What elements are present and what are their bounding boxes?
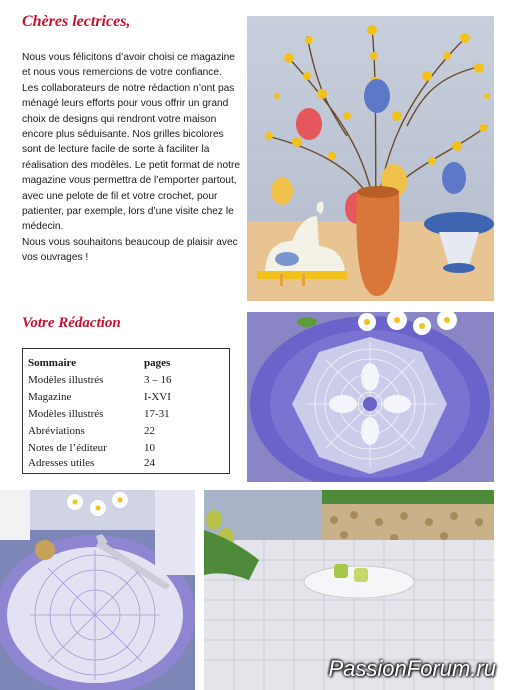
round-doily-photo xyxy=(247,312,494,482)
contents-row-pages: 3 – 16 xyxy=(144,374,172,386)
contents-header xyxy=(28,355,225,371)
contents-row xyxy=(28,455,225,471)
contents-row xyxy=(28,440,225,456)
contents-table xyxy=(22,348,230,474)
contents-row-label: Modèles illustrés xyxy=(28,408,104,420)
contents-row-label: Modèles illustrés xyxy=(28,374,104,386)
contents-header-pages: pages xyxy=(144,357,171,369)
contents-header-label: Sommaire xyxy=(28,357,77,369)
intro-paragraph: Nous vous félicitons d’avoir choisi ce magazine et nous vous remercions de votre confiance. xyxy=(22,52,235,79)
contents-row xyxy=(28,423,225,439)
contents-row-pages: 24 xyxy=(144,457,155,469)
contents-row xyxy=(28,389,225,405)
signature: Votre Rédaction xyxy=(22,315,121,331)
intro-text xyxy=(22,50,242,266)
watermark: PassionForum.ru xyxy=(328,656,496,681)
page-heading: Chères lectrices, xyxy=(22,13,131,30)
intro-paragraph: Les collaborateurs de notre rédaction n’ont pas ménagé leurs efforts pour vous offrir un grand choix de designs qui rendront votre maison encore plus séduisante. Nos grilles bicolores sont de lecture facile de sorte à faciliter la réalisation des modèles. Le petit format de notre magazine vous permettra de l’emporter partout, avec une pelote de fil et votre crochet, pour patienter, par exemple, lors d’une visite chez le médecin. xyxy=(22,82,241,233)
contents-row xyxy=(28,372,225,388)
contents-row xyxy=(28,406,225,422)
contents-row-pages: 17-31 xyxy=(144,408,170,420)
contents-row-label: Magazine xyxy=(28,391,72,403)
contents-row-label: Notes de l’éditeur xyxy=(28,442,107,454)
contents-row-pages: 22 xyxy=(144,425,155,437)
contents-row-pages: 10 xyxy=(144,442,155,454)
intro-paragraph: Nous vous souhaitons beaucoup de plaisir avec vos ouvrages ! xyxy=(22,236,238,264)
contents-row-label: Adresses utiles xyxy=(28,457,95,469)
contents-row-pages: I-XVI xyxy=(144,391,171,403)
easter-branch-photo xyxy=(247,16,494,301)
pineapple-doily-photo xyxy=(0,490,195,690)
contents-row-label: Abréviations xyxy=(28,425,85,437)
